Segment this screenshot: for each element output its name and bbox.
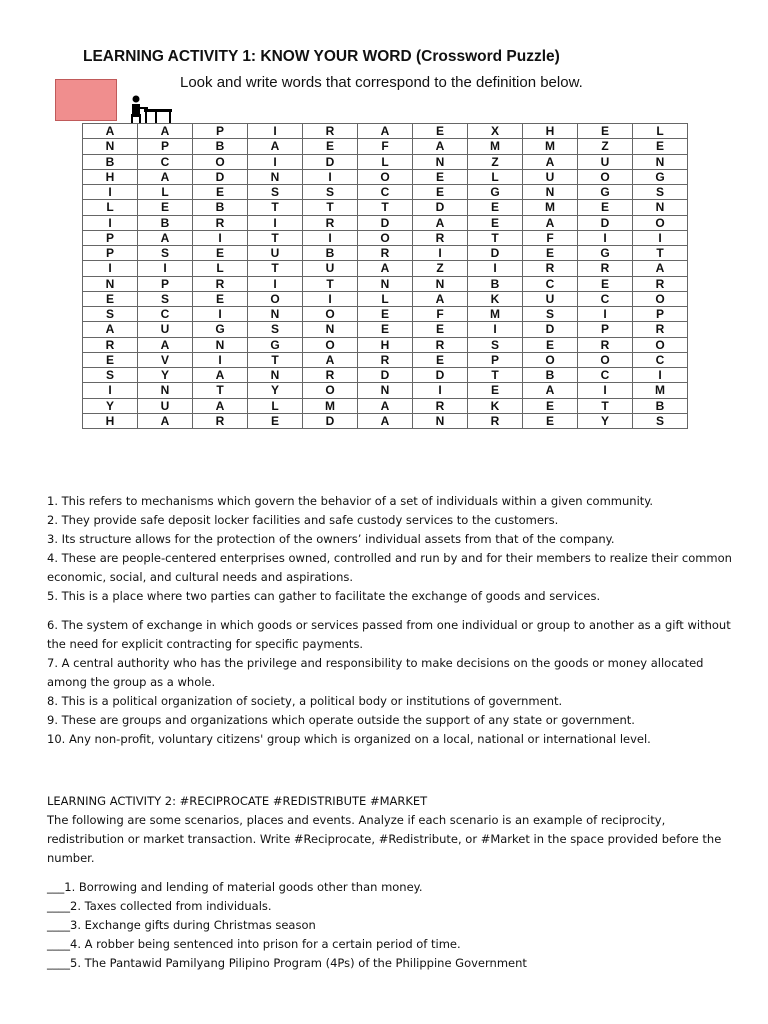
grid-cell: Y — [138, 368, 193, 383]
grid-cell: N — [193, 337, 248, 352]
grid-cell: E — [413, 169, 468, 184]
grid-cell: B — [193, 200, 248, 215]
grid-cell: A — [138, 169, 193, 184]
grid-cell: N — [633, 154, 688, 169]
grid-cell: A — [358, 398, 413, 413]
grid-cell: A — [358, 124, 413, 139]
grid-cell: R — [303, 215, 358, 230]
grid-cell: L — [83, 200, 138, 215]
grid-cell: V — [138, 352, 193, 367]
grid-row — [83, 413, 688, 428]
grid-cell: U — [578, 154, 633, 169]
grid-cell: I — [413, 383, 468, 398]
grid-cell: E — [193, 185, 248, 200]
grid-cell: Z — [413, 261, 468, 276]
grid-cell: E — [138, 200, 193, 215]
grid-cell: P — [578, 322, 633, 337]
grid-cell: S — [138, 291, 193, 306]
grid-cell: A — [413, 139, 468, 154]
definition-item: 1. This refers to mechanisms which govern the behavior of a set of individuals within a given community. — [47, 494, 654, 508]
grid-row — [83, 307, 688, 322]
grid-cell: I — [303, 230, 358, 245]
grid-row — [83, 169, 688, 184]
grid-cell: I — [248, 154, 303, 169]
grid-cell: A — [633, 261, 688, 276]
grid-cell: D — [303, 413, 358, 428]
grid-cell: H — [83, 413, 138, 428]
grid-cell: C — [578, 368, 633, 383]
definition-item: 8. This is a political organization of society, a political body or institutions of government. — [47, 694, 563, 708]
grid-cell: N — [413, 413, 468, 428]
grid-cell: F — [358, 139, 413, 154]
grid-cell: B — [83, 154, 138, 169]
grid-cell: N — [83, 139, 138, 154]
grid-cell: A — [83, 322, 138, 337]
grid-cell: I — [193, 307, 248, 322]
grid-cell: X — [468, 124, 523, 139]
grid-cell: N — [358, 383, 413, 398]
grid-cell: O — [633, 215, 688, 230]
grid-cell: N — [413, 154, 468, 169]
grid-cell: H — [83, 169, 138, 184]
scenario-item: ___1. Borrowing and lending of material goods other than money. — [47, 880, 423, 894]
grid-cell: C — [578, 291, 633, 306]
definition-item: 10. Any non-profit, voluntary citizens' group which is organized on a local, national or international level. — [47, 732, 651, 746]
grid-cell: T — [193, 383, 248, 398]
grid-cell: A — [138, 124, 193, 139]
grid-cell: R — [633, 276, 688, 291]
grid-cell: I — [83, 215, 138, 230]
grid-cell: E — [413, 124, 468, 139]
grid-cell: A — [303, 352, 358, 367]
grid-cell: A — [248, 139, 303, 154]
grid-cell: I — [633, 368, 688, 383]
grid-row — [83, 337, 688, 352]
activity-2-title: LEARNING ACTIVITY 2: #RECIPROCATE #REDISTRIBUTE #MARKET — [47, 794, 428, 808]
grid-cell: S — [303, 185, 358, 200]
grid-row — [83, 383, 688, 398]
activity-2-items — [47, 878, 737, 973]
grid-cell: R — [83, 337, 138, 352]
grid-cell: A — [83, 124, 138, 139]
grid-cell: I — [248, 215, 303, 230]
grid-cell: F — [413, 307, 468, 322]
grid-cell: R — [303, 124, 358, 139]
grid-cell: E — [468, 215, 523, 230]
grid-cell: C — [358, 185, 413, 200]
grid-cell: R — [578, 337, 633, 352]
grid-cell: R — [193, 276, 248, 291]
grid-cell: I — [248, 124, 303, 139]
grid-cell: D — [523, 322, 578, 337]
grid-cell: G — [578, 246, 633, 261]
grid-cell: E — [523, 337, 578, 352]
grid-row — [83, 291, 688, 306]
grid-cell: G — [633, 169, 688, 184]
grid-cell: U — [523, 291, 578, 306]
grid-cell: G — [578, 185, 633, 200]
grid-cell: I — [83, 261, 138, 276]
grid-cell: S — [83, 368, 138, 383]
grid-cell: T — [248, 200, 303, 215]
grid-cell: M — [468, 307, 523, 322]
scenario-item: ____5. The Pantawid Pamilyang Pilipino Program (4Ps) of the Philippine Government — [47, 956, 527, 970]
grid-cell: O — [303, 383, 358, 398]
definition-item: 3. Its structure allows for the protection of the owners’ individual assets from that of the company. — [47, 532, 615, 546]
grid-cell: I — [303, 169, 358, 184]
grid-cell: N — [248, 169, 303, 184]
grid-cell: S — [633, 413, 688, 428]
grid-row — [83, 200, 688, 215]
grid-row — [83, 261, 688, 276]
grid-row — [83, 185, 688, 200]
grid-cell: E — [358, 307, 413, 322]
grid-cell: E — [193, 246, 248, 261]
grid-cell: A — [193, 368, 248, 383]
grid-cell: I — [413, 246, 468, 261]
grid-row — [83, 154, 688, 169]
grid-cell: N — [358, 276, 413, 291]
grid-cell: S — [468, 337, 523, 352]
grid-cell: A — [523, 154, 578, 169]
grid-cell: A — [523, 215, 578, 230]
grid-row — [83, 276, 688, 291]
grid-cell: O — [358, 230, 413, 245]
grid-cell: B — [523, 368, 578, 383]
grid-cell: Z — [578, 139, 633, 154]
grid-cell: M — [468, 139, 523, 154]
grid-cell: O — [578, 169, 633, 184]
definition-item: 2. They provide safe deposit locker facilities and safe custody services to the customers. — [47, 513, 559, 527]
grid-cell: E — [248, 413, 303, 428]
grid-cell: D — [468, 246, 523, 261]
grid-cell: D — [578, 215, 633, 230]
grid-cell: E — [193, 291, 248, 306]
definitions-1-5 — [47, 492, 737, 606]
grid-cell: A — [193, 398, 248, 413]
person-at-desk-icon — [126, 95, 174, 125]
grid-cell: F — [523, 230, 578, 245]
grid-cell: A — [138, 413, 193, 428]
definition-item: 4. These are people-centered enterprises owned, controlled and run by and for their members to realize their common economic, social, and cultural needs and aspirations. — [47, 551, 732, 584]
definition-item: 5. This is a place where two parties can gather to facilitate the exchange of goods and services. — [47, 589, 601, 603]
grid-cell: T — [468, 368, 523, 383]
grid-cell: R — [303, 368, 358, 383]
grid-cell: T — [248, 230, 303, 245]
grid-cell: I — [578, 307, 633, 322]
grid-cell: N — [138, 383, 193, 398]
grid-cell: I — [633, 230, 688, 245]
grid-cell: L — [358, 291, 413, 306]
grid-cell: R — [633, 322, 688, 337]
grid-cell: R — [523, 261, 578, 276]
grid-cell: A — [358, 261, 413, 276]
grid-cell: Y — [578, 413, 633, 428]
grid-cell: O — [633, 337, 688, 352]
grid-cell: T — [248, 352, 303, 367]
activity-2-instructions: The following are some scenarios, places and events. Analyze if each scenario is an example of reciprocity, redistribution or market transaction. Write #Reciprocate, #Redistribute, or #Market in the space provided before the number. — [47, 813, 722, 865]
grid-cell: M — [633, 383, 688, 398]
grid-cell: B — [633, 398, 688, 413]
grid-cell: N — [248, 307, 303, 322]
grid-cell: T — [468, 230, 523, 245]
crossword-grid — [82, 123, 688, 429]
grid-row — [83, 398, 688, 413]
grid-cell: O — [523, 352, 578, 367]
grid-cell: P — [138, 139, 193, 154]
grid-cell: I — [578, 383, 633, 398]
grid-cell: S — [138, 246, 193, 261]
grid-cell: G — [193, 322, 248, 337]
grid-cell: I — [83, 383, 138, 398]
grid-cell: P — [633, 307, 688, 322]
grid-row — [83, 124, 688, 139]
grid-cell: O — [303, 307, 358, 322]
grid-cell: R — [413, 337, 468, 352]
scenario-item: ____4. A robber being sentenced into prison for a certain period of time. — [47, 937, 461, 951]
grid-cell: S — [83, 307, 138, 322]
grid-cell: L — [138, 185, 193, 200]
grid-cell: S — [633, 185, 688, 200]
grid-cell: L — [468, 169, 523, 184]
grid-cell: R — [468, 413, 523, 428]
grid-cell: P — [83, 230, 138, 245]
grid-cell: R — [413, 230, 468, 245]
grid-cell: N — [413, 276, 468, 291]
grid-cell: O — [303, 337, 358, 352]
grid-cell: T — [303, 200, 358, 215]
grid-cell: U — [303, 261, 358, 276]
grid-cell: O — [248, 291, 303, 306]
grid-cell: D — [358, 215, 413, 230]
grid-cell: P — [193, 124, 248, 139]
grid-cell: T — [358, 200, 413, 215]
grid-cell: E — [83, 352, 138, 367]
grid-cell: E — [468, 200, 523, 215]
grid-cell: P — [468, 352, 523, 367]
grid-cell: D — [413, 368, 468, 383]
grid-cell: M — [303, 398, 358, 413]
grid-cell: O — [578, 352, 633, 367]
grid-cell: I — [83, 185, 138, 200]
grid-cell: E — [413, 352, 468, 367]
grid-cell: E — [468, 383, 523, 398]
grid-cell: E — [413, 322, 468, 337]
activity-1-instruction: Look and write words that correspond to the definition below. — [180, 74, 583, 91]
pink-placeholder-box — [55, 79, 117, 121]
grid-cell: E — [358, 322, 413, 337]
grid-cell: E — [523, 246, 578, 261]
grid-cell: P — [83, 246, 138, 261]
grid-cell: I — [193, 352, 248, 367]
grid-cell: T — [248, 261, 303, 276]
grid-cell: H — [358, 337, 413, 352]
grid-cell: E — [83, 291, 138, 306]
grid-cell: A — [413, 291, 468, 306]
grid-cell: K — [468, 398, 523, 413]
grid-cell: Z — [468, 154, 523, 169]
grid-cell: N — [83, 276, 138, 291]
grid-cell: A — [138, 230, 193, 245]
grid-cell: D — [303, 154, 358, 169]
grid-cell: E — [578, 276, 633, 291]
grid-cell: R — [578, 261, 633, 276]
grid-cell: E — [633, 139, 688, 154]
grid-row — [83, 139, 688, 154]
grid-cell: L — [248, 398, 303, 413]
grid-cell: E — [578, 124, 633, 139]
grid-cell: O — [193, 154, 248, 169]
definition-item: 9. These are groups and organizations which operate outside the support of any state or government. — [47, 713, 635, 727]
grid-cell: S — [248, 185, 303, 200]
grid-cell: N — [248, 368, 303, 383]
grid-cell: C — [523, 276, 578, 291]
grid-cell: Y — [83, 398, 138, 413]
grid-cell: I — [468, 322, 523, 337]
grid-cell: U — [138, 398, 193, 413]
grid-cell: A — [138, 337, 193, 352]
grid-cell: O — [633, 291, 688, 306]
grid-cell: U — [138, 322, 193, 337]
grid-cell: B — [468, 276, 523, 291]
grid-cell: M — [523, 200, 578, 215]
definitions-6-10 — [47, 616, 737, 749]
grid-cell: C — [633, 352, 688, 367]
grid-cell: A — [413, 215, 468, 230]
grid-cell: I — [303, 291, 358, 306]
grid-row — [83, 215, 688, 230]
grid-cell: N — [523, 185, 578, 200]
grid-cell: N — [633, 200, 688, 215]
grid-cell: G — [468, 185, 523, 200]
grid-cell: N — [303, 322, 358, 337]
definition-item: 6. The system of exchange in which goods or services passed from one individual or group to another as a gift without the need for explicit contracting for specific payments. — [47, 618, 731, 651]
grid-cell: S — [248, 322, 303, 337]
grid-cell: A — [358, 413, 413, 428]
grid-cell: L — [193, 261, 248, 276]
grid-cell: R — [358, 246, 413, 261]
scenario-item: ____3. Exchange gifts during Christmas season — [47, 918, 316, 932]
grid-row — [83, 230, 688, 245]
grid-cell: I — [468, 261, 523, 276]
grid-cell: T — [303, 276, 358, 291]
grid-cell: I — [138, 261, 193, 276]
grid-cell: B — [193, 139, 248, 154]
grid-cell: A — [523, 383, 578, 398]
grid-row — [83, 368, 688, 383]
grid-cell: R — [193, 215, 248, 230]
grid-cell: D — [193, 169, 248, 184]
grid-cell: L — [358, 154, 413, 169]
grid-row — [83, 322, 688, 337]
grid-cell: T — [633, 246, 688, 261]
grid-cell: R — [358, 352, 413, 367]
activity-1-title: LEARNING ACTIVITY 1: KNOW YOUR WORD (Crossword Puzzle) — [83, 48, 560, 65]
grid-cell: P — [138, 276, 193, 291]
grid-cell: D — [413, 200, 468, 215]
grid-cell: T — [578, 398, 633, 413]
grid-row — [83, 352, 688, 367]
grid-cell: Y — [248, 383, 303, 398]
grid-cell: I — [248, 276, 303, 291]
grid-cell: E — [578, 200, 633, 215]
grid-cell: E — [523, 398, 578, 413]
grid-cell: M — [523, 139, 578, 154]
activity-2-section — [47, 792, 737, 868]
grid-row — [83, 246, 688, 261]
grid-cell: L — [633, 124, 688, 139]
grid-cell: I — [578, 230, 633, 245]
grid-cell: O — [358, 169, 413, 184]
grid-cell: U — [248, 246, 303, 261]
grid-cell: I — [193, 230, 248, 245]
grid-cell: U — [523, 169, 578, 184]
grid-cell: D — [358, 368, 413, 383]
grid-cell: E — [523, 413, 578, 428]
grid-cell: K — [468, 291, 523, 306]
grid-cell: E — [413, 185, 468, 200]
grid-cell: C — [138, 307, 193, 322]
grid-cell: H — [523, 124, 578, 139]
grid-cell: G — [248, 337, 303, 352]
grid-cell: C — [138, 154, 193, 169]
grid-cell: B — [138, 215, 193, 230]
definition-item: 7. A central authority who has the privilege and responsibility to make decisions on the goods or money allocated among the group as a whole. — [47, 656, 704, 689]
grid-cell: E — [303, 139, 358, 154]
grid-cell: R — [193, 413, 248, 428]
grid-cell: B — [303, 246, 358, 261]
grid-cell: S — [523, 307, 578, 322]
scenario-item: ____2. Taxes collected from individuals. — [47, 899, 272, 913]
grid-cell: R — [413, 398, 468, 413]
